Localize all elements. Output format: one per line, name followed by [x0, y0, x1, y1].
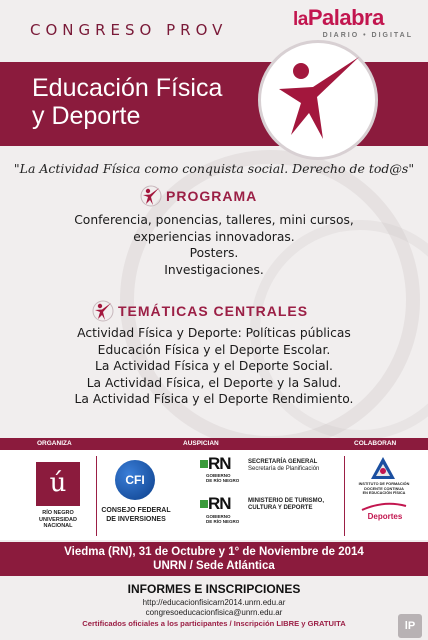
congress-logo [258, 40, 378, 160]
brand-la: la [293, 9, 308, 30]
tematicas-line: La Actividad Física y el Deporte Rendimiento. [74, 392, 354, 406]
programa-line: Investigaciones. [164, 262, 264, 277]
tematicas-title: TEMÁTICAS CENTRALES [118, 303, 309, 319]
label-colaboran: COLABORAN [354, 440, 397, 447]
lapalabra-logo[interactable] [291, 6, 419, 39]
divider [96, 456, 97, 536]
divider [344, 456, 345, 536]
tematicas-heading [92, 300, 308, 322]
sponsor-logos [0, 450, 428, 540]
rn-gov-text: GOBIERNO DE RÍO NEGRO [206, 514, 240, 524]
rn-secretaria-text: SECRETARÍA GENERAL Secretaría de Planificación [248, 459, 320, 472]
rn-logo: RN [208, 494, 231, 513]
instituto-logo-icon [370, 456, 396, 480]
rn-gov-text: GOBIERNO DE RÍO NEGRO [206, 473, 240, 483]
event-info-band [0, 542, 428, 576]
lapalabra-watermark-icon: lP [398, 614, 422, 638]
athlete-icon [261, 43, 375, 157]
deportes-swoosh-icon [360, 500, 408, 512]
tematicas-line: La Actividad Física, el Deporte y la Salud. [86, 375, 342, 390]
website-link[interactable]: http://educacionfisicarn2014.unrn.edu.ar [142, 598, 286, 607]
email-link[interactable]: congresoeducacionfisica@unrn.edu.ar [145, 608, 283, 617]
slogan: "La Actividad Física como conquista social. Derecho de tod@s" [13, 161, 415, 176]
athlete-icon [140, 185, 162, 207]
title-line-2: y Deporte [32, 102, 141, 130]
programa-heading [140, 185, 257, 207]
rn-flag-icon [200, 460, 208, 468]
rn-logo: RN [208, 454, 231, 473]
tematicas-list [0, 325, 428, 408]
programa-line: experiencias innovadoras. [133, 229, 295, 244]
programa-list [0, 212, 428, 278]
unrn-logo: ú [36, 462, 80, 506]
cfi-text: CONSEJO FEDERAL DE INVERSIONES [101, 507, 171, 523]
informes-heading: INFORMES E INSCRIPCIONES [127, 582, 301, 596]
certificates-note: Certificados oficiales a los participantes / Inscripción LIBRE y GRATUITA [82, 619, 346, 628]
instituto-text: INSTITUTO DE FORMACIÓN DOCENTE CONTINUA EN EDUCACIÓN FÍSICA [358, 482, 410, 495]
deportes-text: Deportes [367, 512, 403, 521]
brand-palabra: Palabra [307, 5, 384, 30]
page-title [32, 74, 222, 130]
unrn-text: RÍO NEGRO UNIVERSIDAD NACIONAL [39, 510, 77, 529]
programa-line: Conferencia, ponencias, talleres, mini cursos, [74, 213, 354, 227]
label-auspician: AUSPICIAN [183, 440, 219, 447]
programa-title: PROGRAMA [166, 188, 258, 204]
sponsor-labels-band [0, 438, 428, 450]
event-venue: UNRN / Sede Atlántica [153, 560, 275, 572]
athlete-icon [92, 300, 114, 322]
congreso-heading: CONGRESO PROV [30, 21, 228, 39]
event-date: Viedma (RN), 31 de Octubre y 1° de Noviembre de 2014 [64, 546, 364, 558]
cfi-logo: CFI [115, 460, 155, 500]
tematicas-line: La Actividad Física y el Deporte Social. [95, 359, 333, 373]
label-organiza: ORGANIZA [37, 440, 72, 447]
rn-ministerio-text: MINISTERIO DE TURISMO, CULTURA Y DEPORTE [248, 498, 325, 511]
rn-flag-icon [200, 500, 208, 508]
brand-subtitle: DIARIO • DIGITAL [322, 32, 413, 39]
tematicas-line: Educación Física y el Deporte Escolar. [97, 342, 331, 357]
title-line-1: Educación Física [32, 74, 223, 102]
programa-line: Posters. [189, 246, 239, 260]
tematicas-line: Actividad Física y Deporte: Políticas públicas [77, 326, 351, 340]
